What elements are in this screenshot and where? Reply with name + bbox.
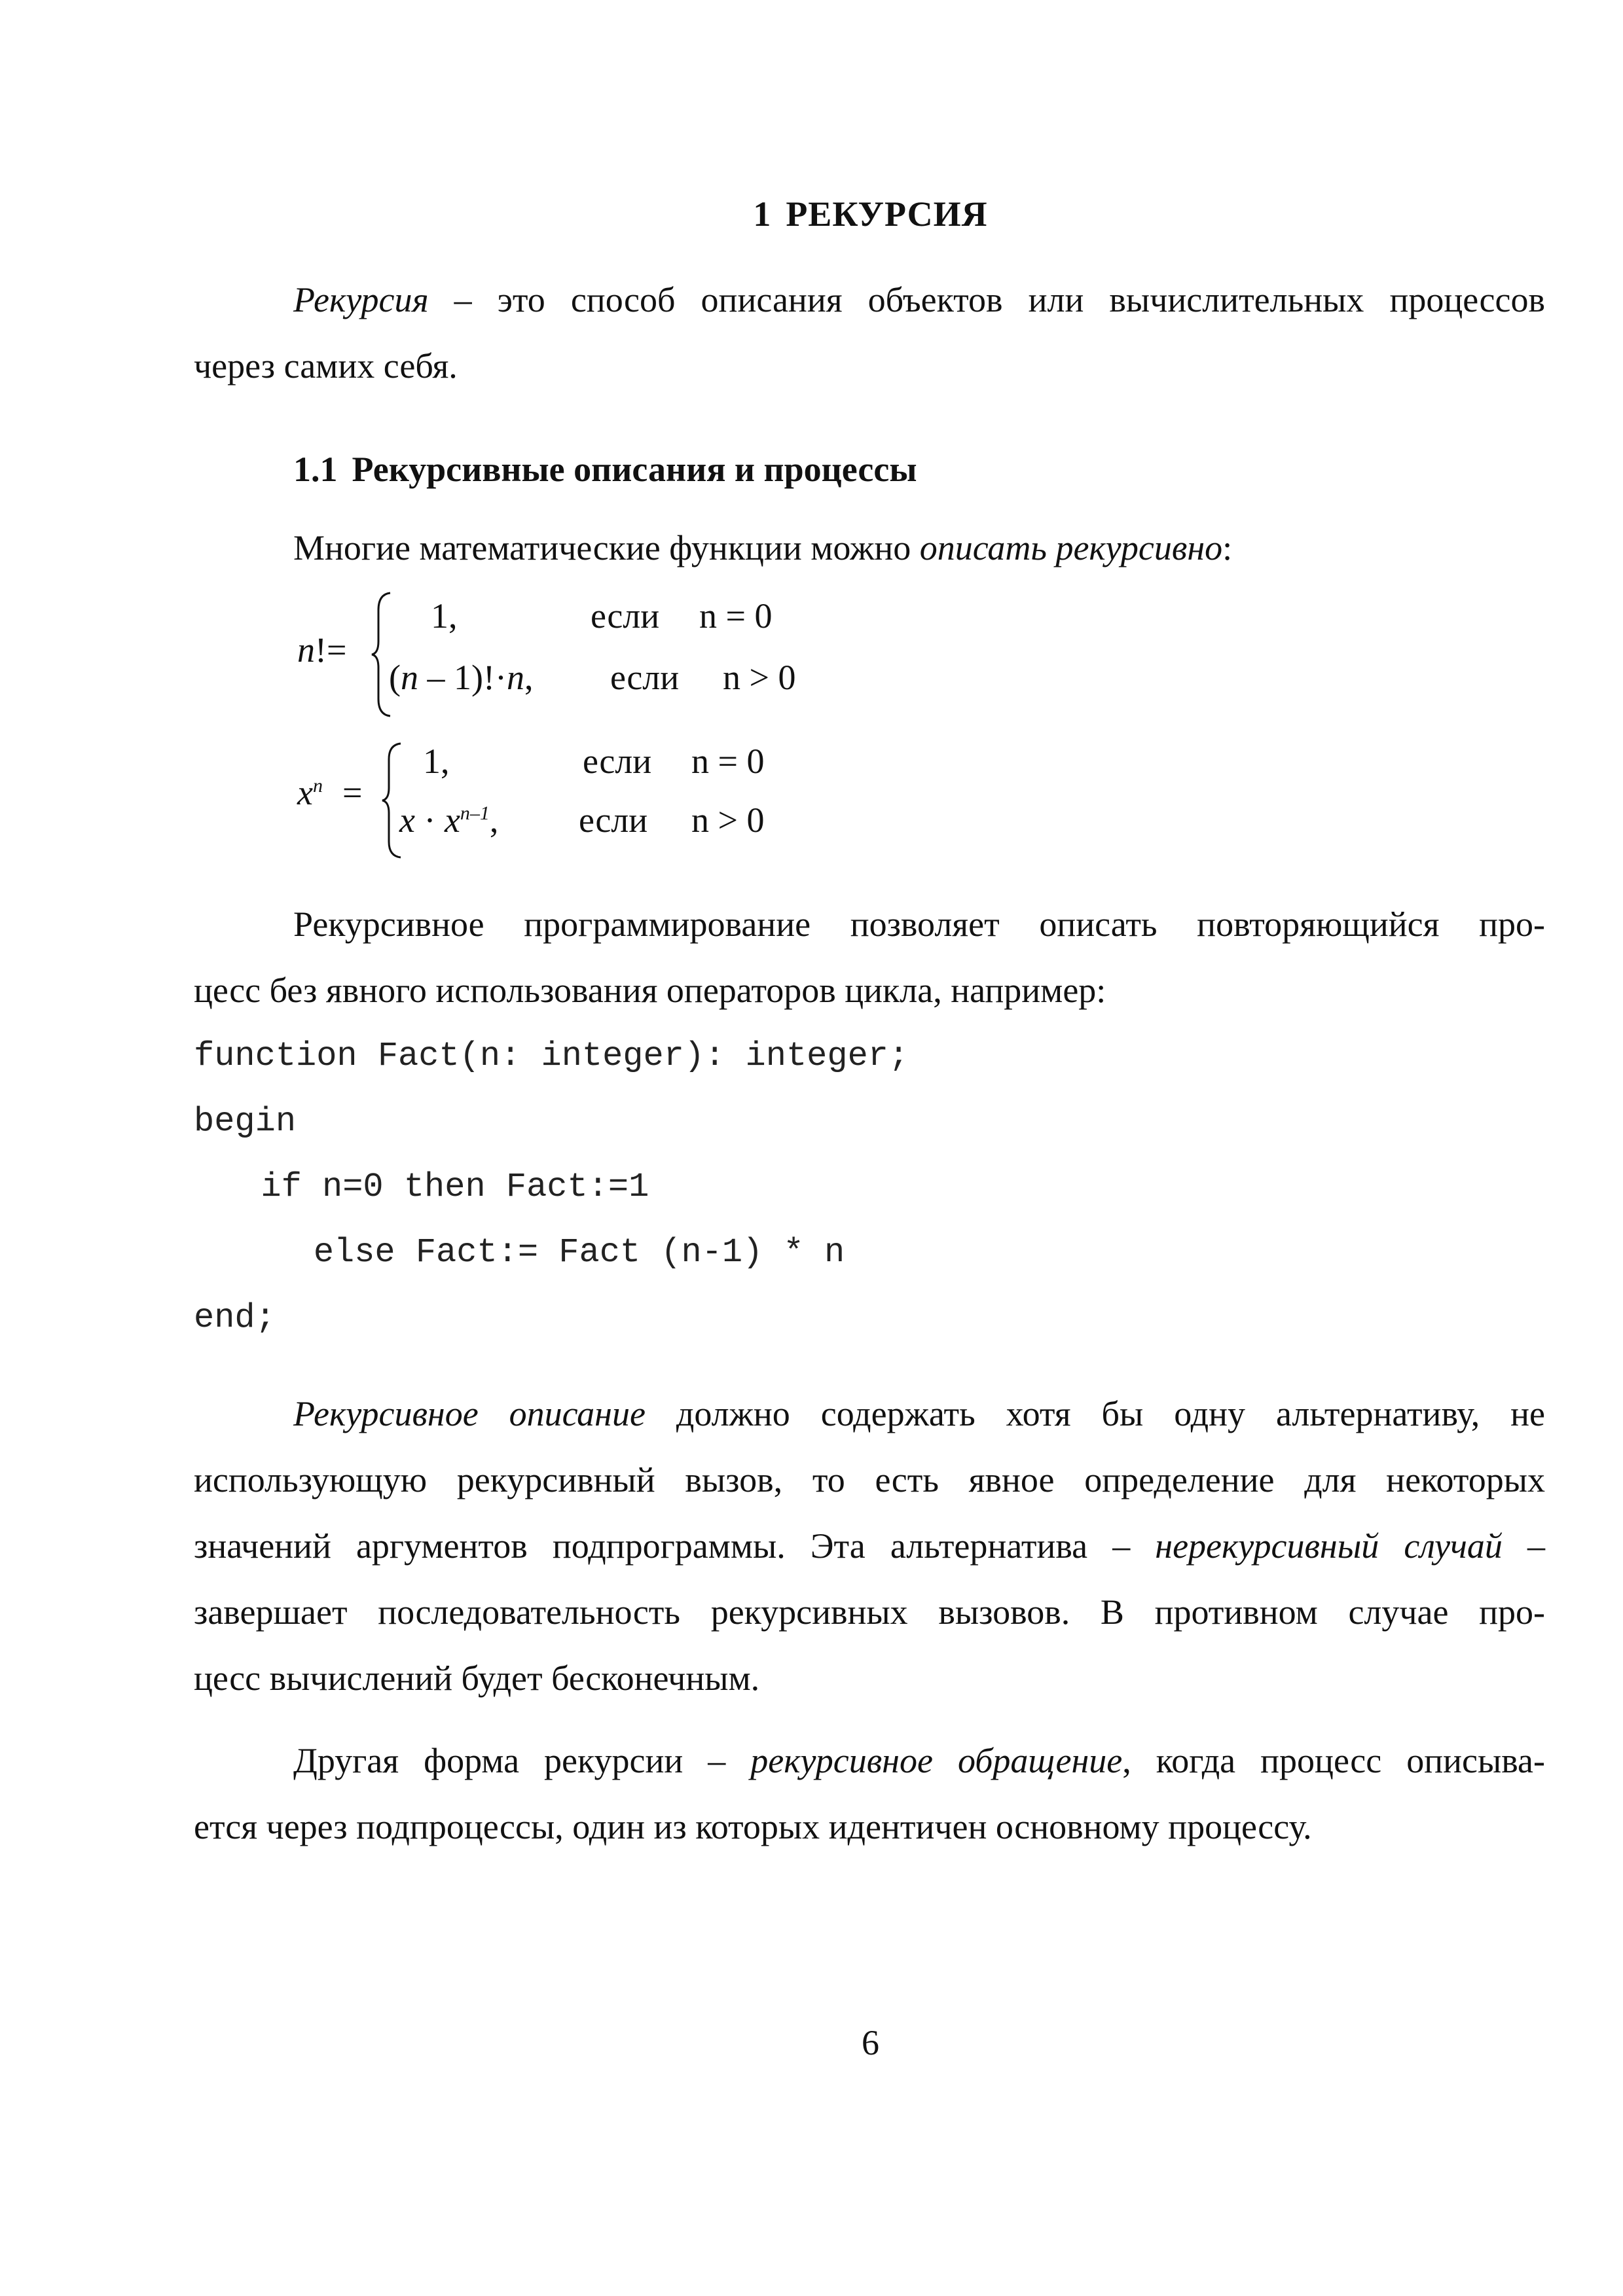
section-title — [293, 449, 917, 490]
factorial-case2-word: если — [610, 658, 680, 697]
rec-prog-line-2: цесс без явного использования операторов цикла, например: — [194, 971, 1106, 1010]
other-form-line-2: ется через подпроцессы, один из которых идентичен основному процессу. — [194, 1807, 1312, 1846]
power-case2-value — [399, 800, 498, 840]
other-form-line-1-a: Другая форма рекурсии – — [293, 1741, 751, 1780]
code-line-2: begin — [194, 1102, 297, 1141]
rec-desc-line-3-a: значений аргументов подпрограммы. Эта альтернатива – — [194, 1526, 1156, 1566]
rec-desc-line-1 — [194, 1381, 1545, 1447]
term-recursive-description: Рекурсивное описание — [293, 1394, 646, 1433]
chapter-title-text: РЕКУРСИЯ — [786, 194, 988, 234]
power-case2-word: если — [579, 800, 648, 840]
power-lhs — [297, 772, 362, 813]
intro-line-1-text: – это способ описания объектов или вычислительных процессов — [428, 280, 1545, 319]
other-form-line-1-b: , когда процесс описыва- — [1122, 1741, 1545, 1780]
page-number: 6 — [862, 2023, 879, 2062]
term-nonrecursive-case: нерекурсивный случай — [1155, 1526, 1503, 1566]
rec-prog-line-1: Рекурсивное программирование позволяет описать повторяющийся про- — [293, 905, 1545, 944]
factorial-brace — [369, 590, 395, 719]
factorial-formula — [293, 589, 883, 720]
factorial-lhs — [297, 630, 346, 670]
other-form-line-1 — [194, 1728, 1545, 1794]
power-case2-comma: , — [489, 800, 499, 840]
power-case1-word: если — [583, 742, 652, 781]
intro-line-2: через самих себя. — [194, 346, 458, 386]
code-line-3: if n=0 then Fact:=1 — [220, 1168, 649, 1206]
power-formula — [293, 732, 883, 863]
power-case1-value: 1, — [423, 742, 450, 781]
section-title-text: Рекурсивные описания и процессы — [352, 450, 917, 489]
rec-prog-paragraph — [194, 891, 1545, 1024]
power-case2-x: x — [399, 800, 415, 840]
code-line-1: function Fact(n: integer): integer; — [194, 1037, 909, 1075]
rec-desc-line-5: цесс вычислений будет бесконечным. — [194, 1659, 760, 1698]
rec-desc-line-4: завершает последовательность рекурсивных вызовов. В противном случае про- — [194, 1592, 1545, 1632]
factorial-case2-b: – 1)!· — [418, 658, 507, 697]
factorial-case2-c: , — [524, 658, 534, 697]
rec-desc-line-1-text: должно содержать хотя бы одну альтернативу, не — [645, 1394, 1545, 1433]
power-case2-cond: n > 0 — [691, 800, 765, 840]
factorial-case1-value: 1, — [431, 596, 458, 636]
factorial-case2-n: n — [400, 658, 418, 697]
chapter-number: 1 — [753, 194, 772, 234]
code-line-5: end; — [194, 1299, 276, 1337]
rec-desc-line-2: использующую рекурсивный вызов, то есть явное определение для некоторых — [194, 1460, 1545, 1499]
other-form-paragraph — [194, 1728, 1545, 1860]
math-intro-text: Многие математические функции можно — [293, 528, 920, 567]
power-case2-sup: n–1 — [460, 802, 490, 824]
intro-line-1 — [194, 267, 1545, 333]
power-lhs-x: x — [297, 773, 313, 812]
factorial-lhs-op: != — [315, 630, 347, 670]
power-case2-x2: x — [444, 800, 460, 840]
chapter-title — [0, 194, 1623, 234]
math-intro — [293, 528, 1232, 568]
factorial-case1-word: если — [591, 596, 660, 636]
code-line-4: else Fact:= Fact (n-1) * n — [232, 1233, 845, 1272]
factorial-case2-a: ( — [389, 658, 401, 697]
rec-desc-line-3-b: – — [1502, 1526, 1545, 1566]
term-recursive-call: рекурсивное обращение — [750, 1741, 1123, 1780]
math-intro-tail: : — [1222, 528, 1233, 567]
power-lhs-op: = — [342, 773, 363, 812]
rec-desc-paragraph — [194, 1381, 1545, 1712]
intro-paragraph — [194, 267, 1545, 399]
rec-desc-line-3 — [194, 1513, 1545, 1579]
factorial-lhs-n: n — [297, 630, 315, 670]
power-case2-dot: · — [414, 800, 445, 840]
power-lhs-sup: n — [312, 775, 323, 797]
factorial-case2-n2: n — [506, 658, 524, 697]
section-number: 1.1 — [293, 450, 338, 489]
factorial-case2-value — [389, 657, 533, 698]
math-intro-emph: описать рекурсивно — [919, 528, 1223, 567]
power-case1-cond: n = 0 — [691, 742, 765, 781]
term-recursion: Рекурсия — [293, 280, 429, 319]
factorial-case2-cond: n > 0 — [723, 658, 796, 697]
factorial-case1-cond: n = 0 — [699, 596, 773, 636]
